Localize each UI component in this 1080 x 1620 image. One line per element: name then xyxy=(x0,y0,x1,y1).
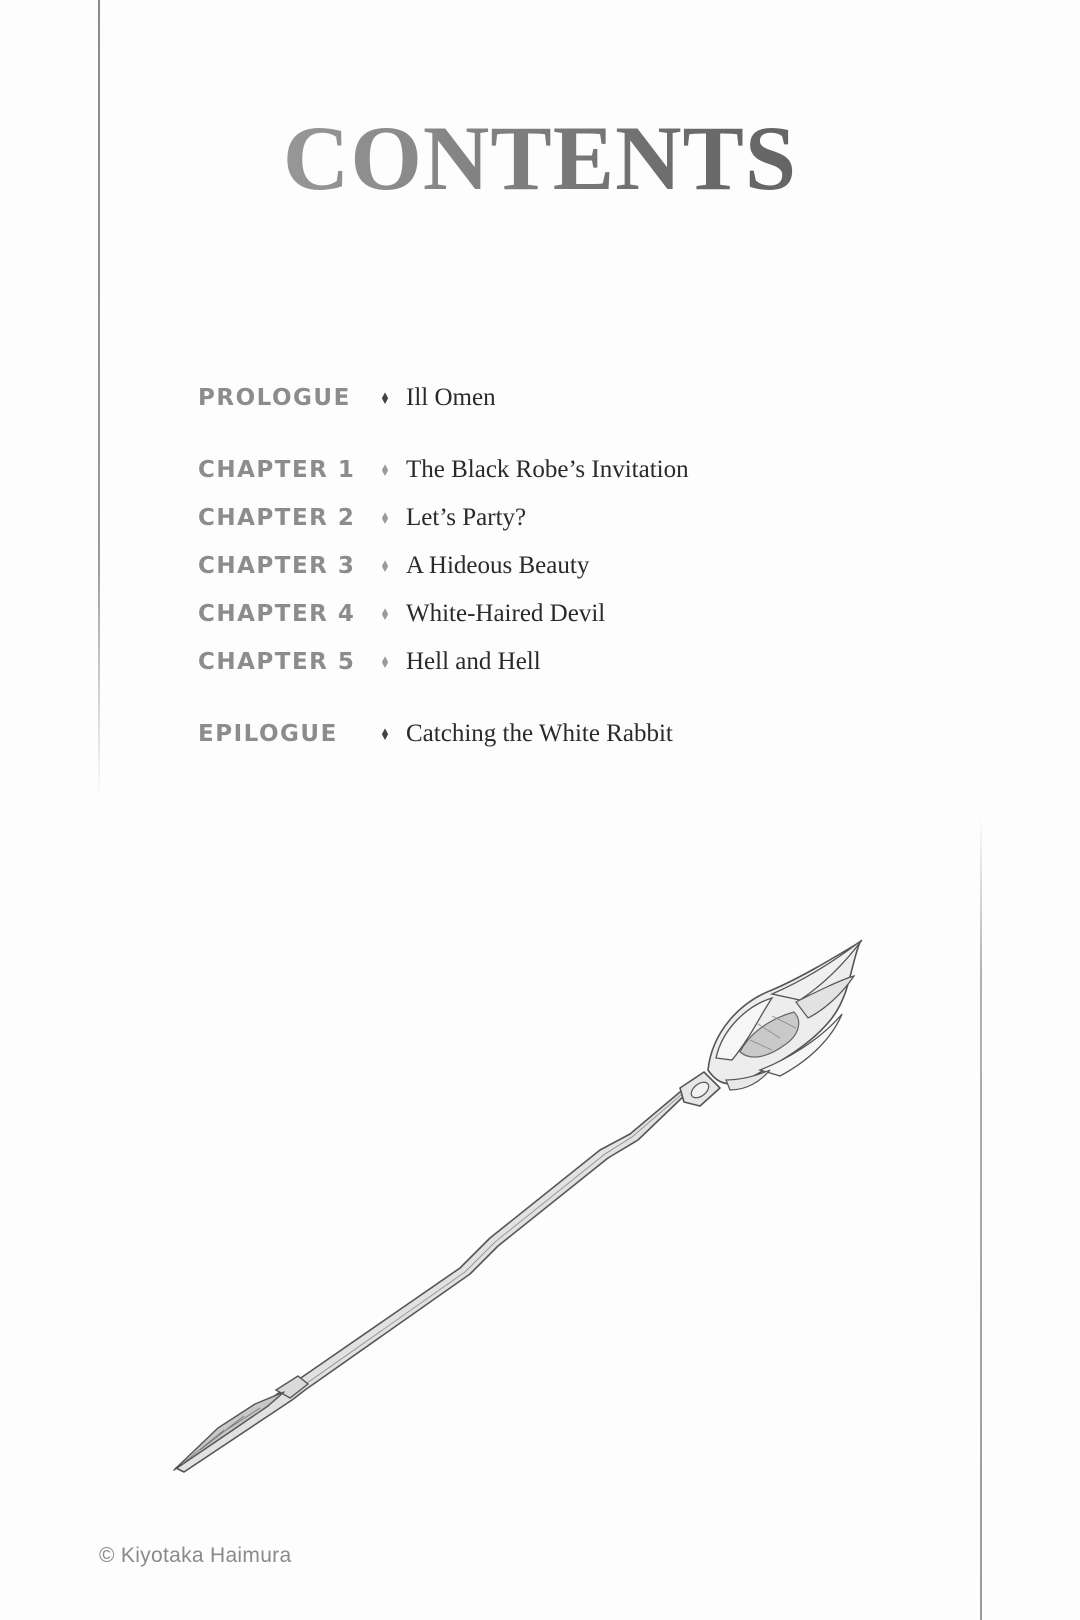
toc-entry-label: CHAPTER 1 xyxy=(198,457,356,483)
diamond-bullet-icon: ♦ xyxy=(380,508,391,528)
toc-entry-label: CHAPTER 3 xyxy=(198,553,356,579)
toc-entry-chapter-5[interactable] xyxy=(198,638,898,686)
toc-entry-epilogue[interactable] xyxy=(198,710,898,758)
toc-entry-chapter-2[interactable] xyxy=(198,494,898,542)
toc-entry-label: CHAPTER 2 xyxy=(198,505,356,531)
toc-entry-title: Let’s Party? xyxy=(406,504,527,531)
toc-entry-label: PROLOGUE xyxy=(198,385,351,411)
toc-entry-chapter-4[interactable] xyxy=(198,590,898,638)
toc-entry-title: White-Haired Devil xyxy=(406,600,606,627)
toc-entry-label: EPILOGUE xyxy=(198,721,338,747)
toc-entry-title: The Black Robe’s Invitation xyxy=(406,456,689,483)
staff-illustration xyxy=(160,920,920,1480)
toc-entry-chapter-3[interactable] xyxy=(198,542,898,590)
toc-entry-title: Catching the White Rabbit xyxy=(406,720,673,747)
diamond-bullet-icon: ♦ xyxy=(380,724,391,744)
diamond-bullet-icon: ♦ xyxy=(380,604,391,624)
toc-entry-title: Ill Omen xyxy=(406,384,496,411)
toc-entry-prologue[interactable] xyxy=(198,374,898,422)
diamond-bullet-icon: ♦ xyxy=(380,460,391,480)
page-title: CONTENTS xyxy=(0,105,1080,211)
toc-entry-title: A Hideous Beauty xyxy=(406,552,590,579)
diamond-bullet-icon: ♦ xyxy=(380,556,391,576)
toc-entry-chapter-1[interactable] xyxy=(198,446,898,494)
diamond-bullet-icon: ♦ xyxy=(380,388,391,408)
toc-entry-title: Hell and Hell xyxy=(406,648,541,675)
right-page-rule xyxy=(980,815,982,1620)
diamond-bullet-icon: ♦ xyxy=(380,652,391,672)
table-of-contents xyxy=(198,374,898,758)
toc-entry-label: CHAPTER 5 xyxy=(198,649,356,675)
copyright-credit: © Kiyotaka Haimura xyxy=(99,1544,292,1567)
toc-entry-label: CHAPTER 4 xyxy=(198,601,356,627)
